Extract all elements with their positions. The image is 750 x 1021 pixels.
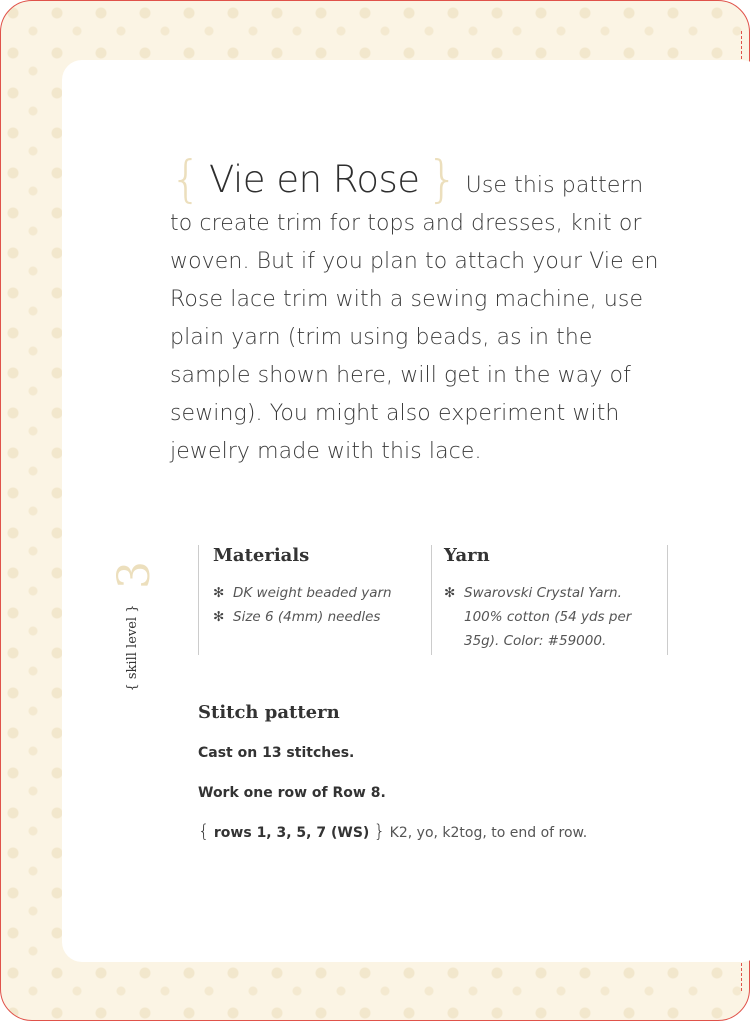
intro-text: Use this pattern to create trim for tops and dresses, knit or woven. But if you plan to attach your Vie en Rose lace trim with a sewing machine, use plain yarn (trim using beads, as in the sample shown here, will get in the way of sewing). You might also experiment with jewelry made with this lace. [170, 173, 659, 464]
stitch-pattern-section [198, 700, 678, 842]
rows-instruction-line [198, 822, 587, 843]
materials-section [198, 545, 432, 655]
rows-label: rows 1, 3, 5, 7 (WS) [213, 825, 370, 841]
skill-level-badge [105, 540, 165, 692]
stitch-pattern-heading: Stitch pattern [198, 702, 340, 723]
list-item: ✻ Size 6 (4mm) needles [213, 605, 431, 629]
yarn-heading: Yarn [444, 545, 490, 566]
close-brace-icon: } [373, 821, 386, 842]
skill-level-label: { skill level } [125, 604, 140, 692]
materials-heading: Materials [213, 545, 310, 566]
cast-on-instruction: Cast on 13 stitches. [198, 745, 355, 761]
asterisk-icon: ✻ [213, 585, 225, 601]
work-row-instruction: Work one row of Row 8. [198, 785, 386, 801]
yarn-section [430, 545, 668, 655]
pattern-title: Vie en Rose [209, 158, 420, 201]
open-brace-icon: { [198, 821, 210, 842]
yarn-description: ✻ Swarovski Crystal Yarn. 100% cotton (54 yds per 35g). Color: #59000. [444, 581, 664, 653]
asterisk-icon: ✻ [444, 585, 456, 601]
asterisk-icon: ✻ [213, 609, 225, 625]
list-item: ✻ DK weight beaded yarn [213, 581, 431, 605]
rows-instruction: K2, yo, k2tog, to end of row. [389, 825, 588, 841]
skill-level-number: 3 [109, 561, 160, 589]
intro-paragraph [170, 150, 670, 471]
close-brace-icon: } [426, 150, 459, 208]
materials-list [199, 581, 431, 629]
open-brace-icon: { [170, 150, 202, 208]
